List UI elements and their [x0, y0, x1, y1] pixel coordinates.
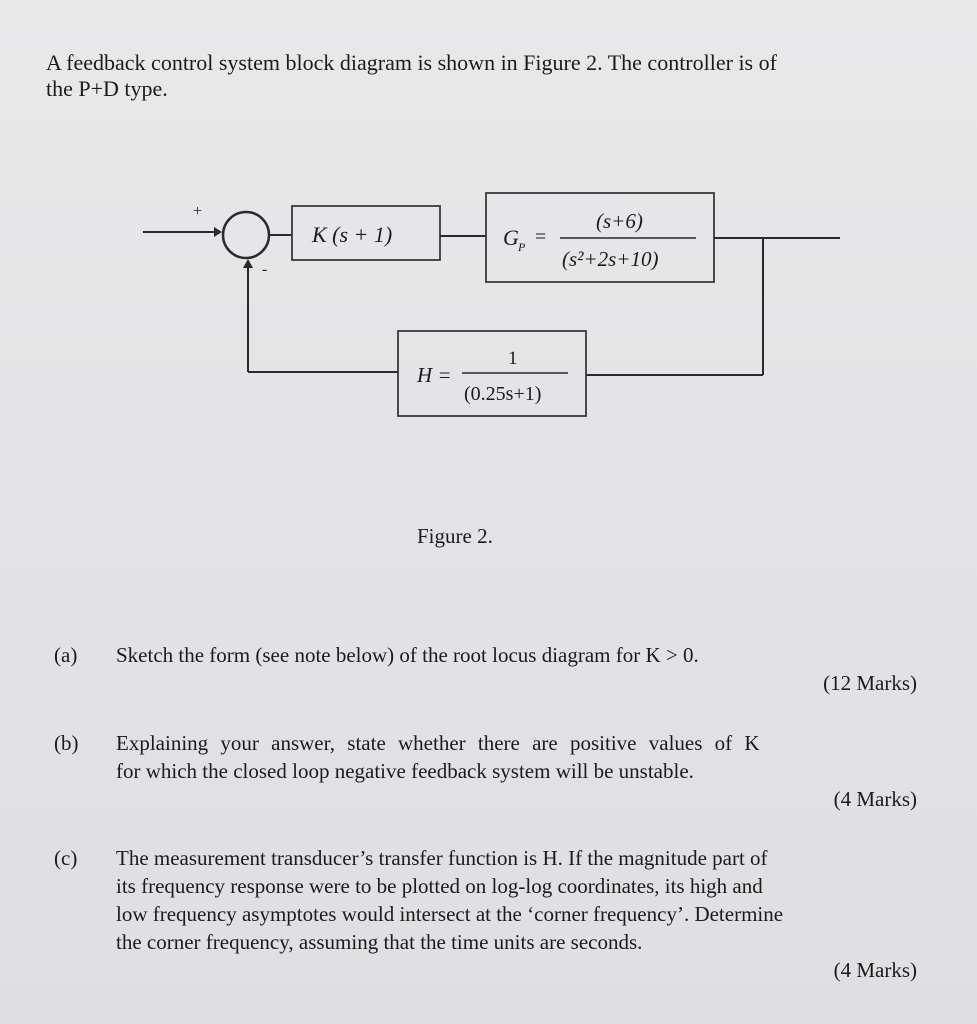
plant-symbol: G — [503, 225, 519, 250]
question-b-line-1: Explaining your answer, state whether there are positive values of K — [116, 731, 760, 755]
question-c-line-3: low frequency asymptotes would intersect at the ‘corner frequency’. Determine — [116, 902, 784, 926]
feedback-arrowhead — [243, 259, 253, 268]
plant-subscript: P — [518, 240, 526, 254]
plant-equals: = — [535, 226, 547, 248]
question-b-line-2: for which the closed loop negative feedback system will be unstable. — [116, 759, 694, 783]
question-c-line-2: its frequency response were to be plotted on log-log coordinates, its high and — [116, 874, 763, 898]
sensor-denominator: (0.25s+1) — [464, 383, 542, 405]
summing-junction — [223, 212, 269, 258]
plus-sign: + — [193, 203, 203, 220]
intro-line-1: A feedback control system block diagram is shown in Figure 2. The controller is of — [46, 50, 777, 75]
question-a-label: (a) — [54, 643, 78, 667]
question-c-line-1: The measurement transducer’s transfer function is H. If the magnitude part of — [116, 846, 768, 870]
sensor-numerator: 1 — [508, 348, 518, 369]
minus-sign: - — [262, 261, 268, 278]
plant-denominator: (s²+2s+10) — [562, 247, 659, 271]
controller-transfer-function: K (s + 1) — [312, 222, 393, 247]
question-c-label: (c) — [54, 846, 78, 870]
question-a-text: Sketch the form (see note below) of the root locus diagram for K > 0. — [116, 643, 699, 667]
question-a-marks: (12 Marks) — [823, 671, 917, 695]
question-b-label: (b) — [54, 731, 79, 755]
question-c-line-4: the corner frequency, assuming that the time units are seconds. — [116, 930, 643, 954]
figure-caption: Figure 2. — [417, 524, 493, 548]
question-c-marks: (4 Marks) — [833, 958, 917, 982]
plant-numerator: (s+6) — [596, 209, 643, 233]
input-arrowhead — [214, 227, 222, 237]
question-b-marks: (4 Marks) — [833, 787, 917, 811]
sensor-label: H = — [417, 363, 452, 387]
intro-line-2: the P+D type. — [46, 76, 168, 101]
